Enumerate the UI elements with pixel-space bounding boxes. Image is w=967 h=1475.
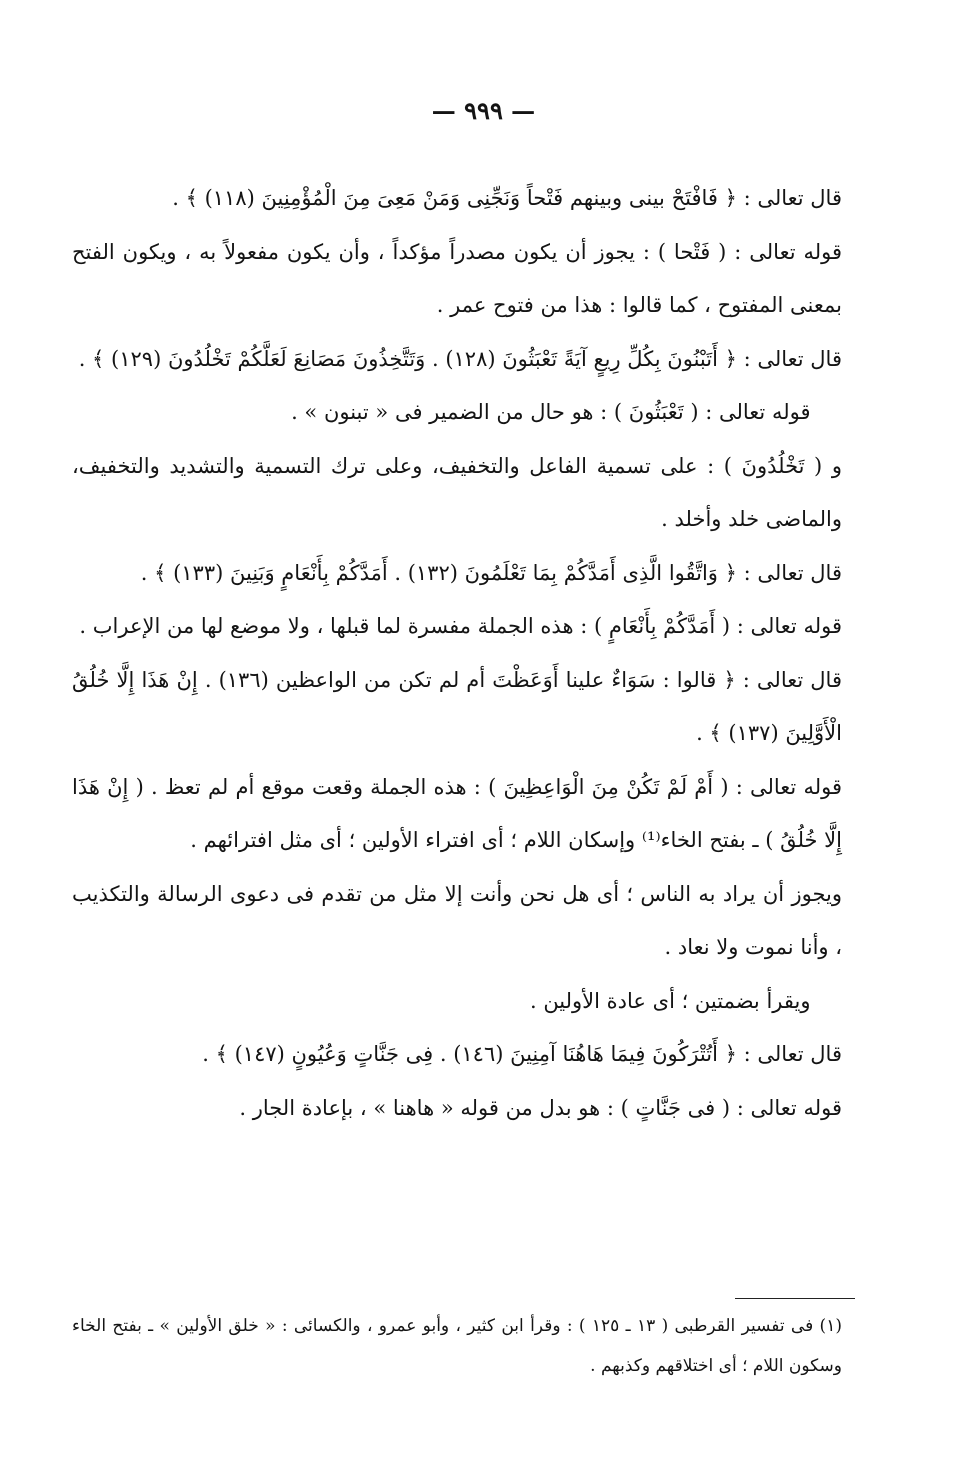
footnote-divider	[735, 1298, 855, 1299]
commentary-paragraph: و ( تَخْلُدُونَ ) : على تسمية الفاعل والتخفيف، وعلى ترك التسمية والتشديد والتخفيف، والماضى خلد وأخلد .	[72, 453, 842, 531]
verse-paragraph: قال تعالى : ﴿ أَتُتْرَكُونَ فِيمَا هَاهُنَا آمِنِينَ (١٤٦) . فِى جَنَّاتٍ وَعُيُونٍ (١٤٧) ﴾ .	[202, 1042, 842, 1066]
commentary-paragraph: قوله تعالى : ( فى جَنَّاتٍ ) : هو بدل من قوله « هاهنا » ، بإعادة الجار .	[239, 1095, 842, 1120]
verse-paragraph: قال تعالى : ﴿ وَاتَّقُوا الَّذِى أَمَدَّكُمْ بِمَا تَعْلَمُونَ (١٣٢) . أَمَدَّكُمْ بِأَنْعَامٍ وَبَنِينَ (١٣٣) ﴾ .	[140, 560, 842, 585]
verse-paragraph: قال تعالى : ﴿ أَتَبْنُونَ بِكُلِّ رِيعٍ آيَةً تَعْبَثُونَ (١٢٨) . وَتَتَّخِذُونَ مَصَانِعَ لَعَلَّكُمْ تَخْلُدُونَ (١٢٩) ﴾ .	[78, 346, 842, 371]
commentary-paragraph: قوله تعالى : ( فَتْحا ) : يجوز أن يكون مصدراً مؤكداً ، وأن يكون مفعولاً به ، ويكون الفتح بمعنى المفتوح ، كما قالوا : هذا من فتوح عمر .	[72, 239, 843, 317]
page-number: — ٩٩٩ —	[431, 96, 536, 125]
body-text	[72, 172, 842, 1135]
footnote: (١) فى تفسير القرطبى ( ١٣ ـ ١٢٥ ) : وقرأ ابن كثير ، وأبو عمرو ، والكسائى : « خلق الأولين » ـ بفتح الخاء وسكون اللام ؛ أى اختلاقهم وكذبهم .	[72, 1316, 842, 1376]
commentary-paragraph: قوله تعالى : ( أَمْ لَمْ تَكُنْ مِنَ الْوَاعِظِينَ ) : هذه الجملة وقعت موقع أم لم تعظ . ( إِنْ هَذَا إِلَّا خُلُقُ ) ـ بفتح الخاء⁽¹⁾ وإسكان اللام ؛ أى افتراء الأولين ؛ أى مثل افترائهم .	[72, 774, 842, 852]
verse-paragraph: قال تعالى : ﴿ قالوا : سَوَاءٌ علينا أَوَعَظْتَ أم لم تكن من الواعظين (١٣٦) . إِنْ هَذَا إِلَّا خُلُقُ الْأَوَّلِينَ (١٣٧) ﴾ .	[72, 667, 842, 745]
commentary-paragraph: ويقرأ بضمتين ؛ أى عادة الأولين .	[529, 988, 811, 1013]
commentary-paragraph: قوله تعالى : ( أَمَدَّكُمْ بِأَنْعَامٍ ) : هذه الجملة مفسرة لما قبلها ، ولا موضع لها من الإعراب .	[79, 614, 842, 638]
verse-paragraph: قال تعالى : ﴿ فَافْتَحْ بينى وبينهم فَتْحاً وَنَجِّنِى وَمَنْ مَعِىَ مِنَ الْمُؤْمِنِينَ (١١٨) ﴾ .	[172, 186, 842, 210]
commentary-paragraph: قوله تعالى : ( تَعْبَثُونَ ) : هو حال من الضمير فى « تبنون » .	[291, 400, 811, 424]
commentary-paragraph: ويجوز أن يراد به الناس ؛ أى هل نحن وأنت إلا مثل من تقدم فى دعوى الرسالة والتكذيب ، وأنا نموت ولا نعاد .	[72, 881, 842, 959]
